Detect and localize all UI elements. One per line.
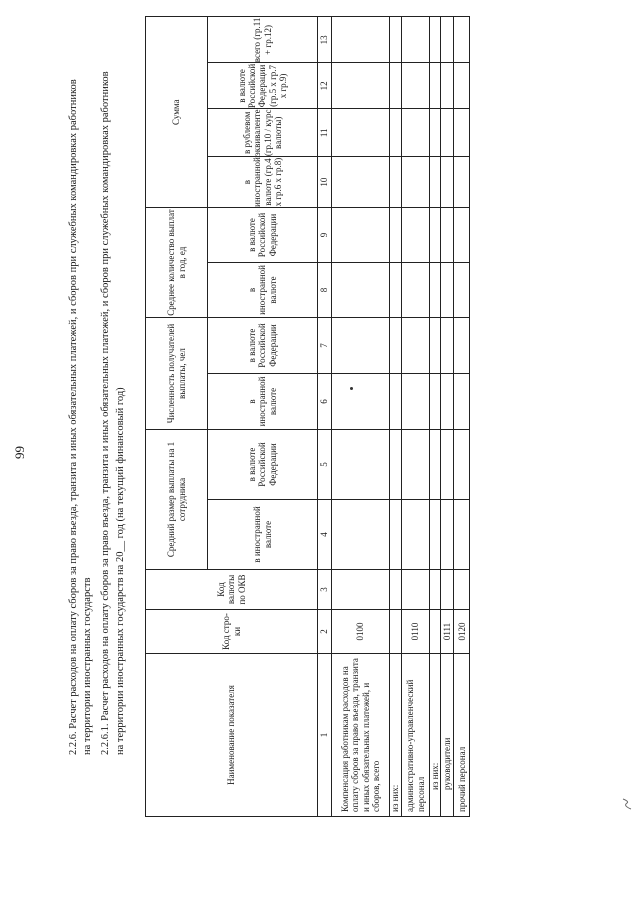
header-col13: всего (гр.11 + гр.12) [208, 17, 318, 63]
row-code: 0120 [454, 610, 470, 654]
row-code: 0110 [402, 610, 430, 654]
table-row [402, 17, 430, 817]
column-number-row [318, 17, 332, 817]
col-number: 1 [318, 654, 332, 817]
heading-line-2: на территории иностранных государств [82, 577, 93, 755]
page-number: 99 [12, 446, 27, 459]
header-col5: в валюте Российской Федерации [208, 430, 318, 500]
table-row [430, 17, 441, 817]
col-number: 12 [318, 63, 332, 109]
col-number: 9 [318, 208, 332, 263]
col-number: 11 [318, 109, 332, 157]
handwritten-mark [620, 797, 634, 811]
col-number: 8 [318, 263, 332, 318]
col-number: 3 [318, 570, 332, 610]
col-number: 7 [318, 318, 332, 374]
col-number: 10 [318, 157, 332, 208]
row-name: из них: [430, 654, 441, 817]
header-col11: в рублевом эквиваленте (гр.10 / курс валюты) [208, 109, 318, 157]
header-col9: в валюте Российской Федерации [208, 208, 318, 263]
col-number: 5 [318, 430, 332, 500]
header-avg-payment: Средний размер выплаты на 1 сотрудника [146, 430, 208, 570]
header-col7: в валюте Российской Федерации [208, 318, 318, 374]
header-col12: в валюте Российской Федерации (гр.5 х гр.7 х гр.9) [208, 63, 318, 109]
col-number: 13 [318, 17, 332, 63]
table-row [454, 17, 470, 817]
row-name: руководители [441, 654, 454, 817]
header-name: Наименование показателя [146, 654, 318, 817]
row-code [390, 610, 402, 654]
col-number: 4 [318, 500, 332, 570]
row-code [430, 610, 441, 654]
expense-table [145, 16, 470, 817]
header-col8: в иностранной валюте [208, 263, 318, 318]
row-name: прочий персонал [454, 654, 470, 817]
heading-line-4: на территории иностранных государств на 20__ год (на текущий финансовый год) [115, 387, 126, 755]
header-col6: в иностранной валюте [208, 374, 318, 430]
header-col4: в иностранной валюте [208, 500, 318, 570]
header-code: Код стро-ки [146, 610, 318, 654]
row-code: 0100 [332, 610, 390, 654]
col-number: 6 [318, 374, 332, 430]
header-avg-count: Среднее количество выплат в год, ед [146, 208, 208, 318]
header-recipients: Численность получателей выплаты, чел [146, 318, 208, 430]
header-col10: в иностранной валюте (гр.4 х гр.6 х гр.8) [208, 157, 318, 208]
heading-line-1: 2.2.6. Расчет расходов на оплату сборов за право въезда, транзита и иных обязательных платежей, и сборов при служебных командировках работников [68, 79, 79, 755]
row-name: административно-управленческий персонал [402, 654, 430, 817]
row-name: из них: [390, 654, 402, 817]
header-sum: Сумма [146, 17, 208, 208]
table-row [441, 17, 454, 817]
row-code: 0111 [441, 610, 454, 654]
heading-line-3: 2.2.6.1. Расчет расходов на оплату сборов за право въезда, транзита и иных обязательных платежей, и сборов при служебных командировках работников [100, 71, 111, 755]
header-currency-code: Код валюты по ОКВ [146, 570, 318, 610]
table-row [332, 17, 390, 817]
row-name: Компенсация работникам расходов на оплату сборов за право въезда, транзита и иных обязательных платежей, и сборов, всего [332, 654, 390, 817]
table-row [390, 17, 402, 817]
col-number: 2 [318, 610, 332, 654]
